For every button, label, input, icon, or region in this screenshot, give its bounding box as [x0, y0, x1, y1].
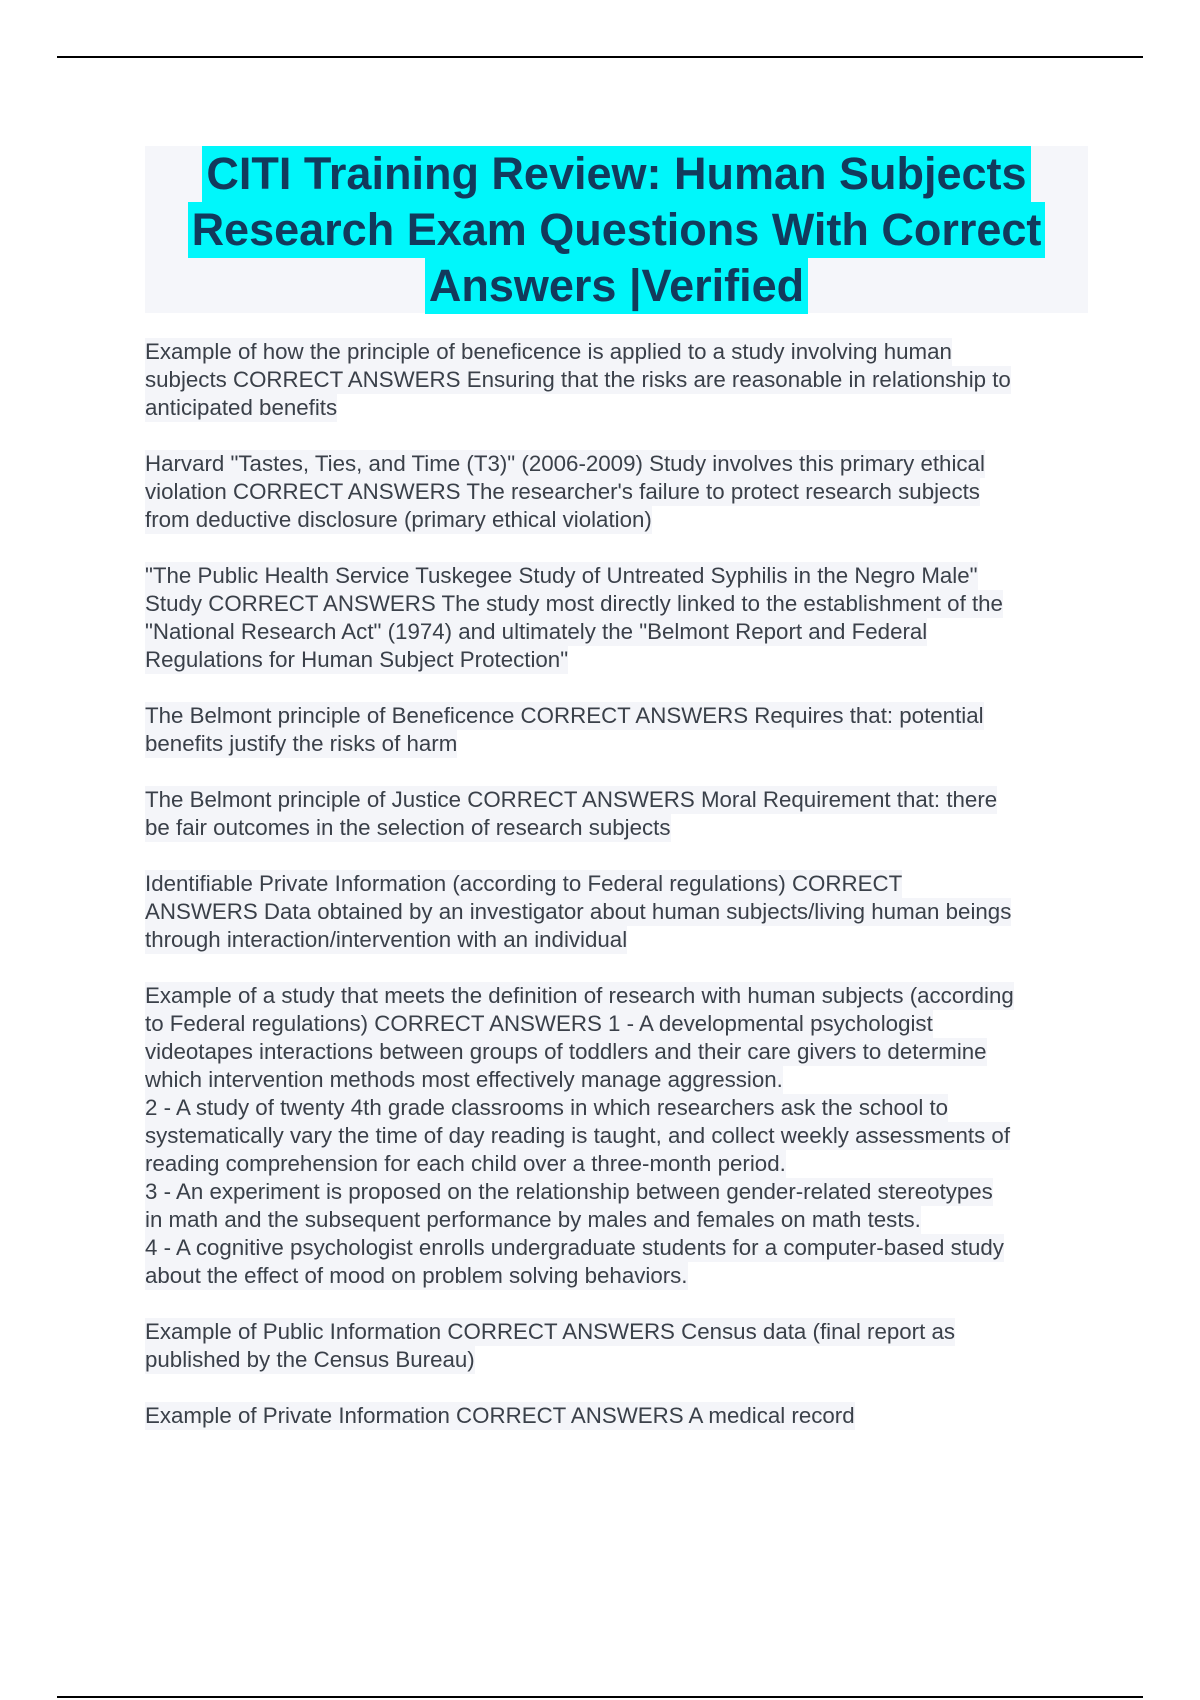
entry-line: Harvard "Tastes, Ties, and Time (T3)" (2006-2009) Study involves this primary ethical [145, 451, 985, 476]
entry-line: 3 - An experiment is proposed on the relationship between gender-related stereotypes [145, 1179, 993, 1204]
qa-entry-belmont-justice [145, 786, 1105, 842]
entry-line: which intervention methods most effectively manage aggression. [145, 1067, 783, 1092]
entry-line: be fair outcomes in the selection of research subjects [145, 815, 671, 840]
entry-line: videotapes interactions between groups of toddlers and their care givers to determine [145, 1039, 987, 1064]
entry-line: subjects CORRECT ANSWERS Ensuring that the risks are reasonable in relationship to [145, 367, 1011, 392]
title-line: Answers |Verified [425, 258, 808, 314]
top-divider [57, 56, 1143, 58]
entry-line: to Federal regulations) CORRECT ANSWERS 1 - A developmental psychologist [145, 1011, 933, 1036]
entry-line: about the effect of mood on problem solving behaviors. [145, 1263, 688, 1288]
entry-line: ANSWERS Data obtained by an investigator about human subjects/living human beings [145, 899, 1012, 924]
entry-line: The Belmont principle of Beneficence CORRECT ANSWERS Requires that: potential [145, 703, 984, 728]
entry-line: Regulations for Human Subject Protection" [145, 647, 569, 672]
qa-entry-public-information [145, 1318, 1105, 1374]
entry-line: anticipated benefits [145, 395, 338, 420]
qa-list [145, 338, 1105, 1458]
entry-line: systematically vary the time of day reading is taught, and collect weekly assessments of [145, 1123, 1011, 1148]
qa-entry-harvard-t3 [145, 450, 1105, 534]
qa-entry-tuskegee [145, 562, 1105, 674]
qa-entry-beneficence-example [145, 338, 1105, 422]
qa-entry-private-information [145, 1402, 1105, 1430]
qa-entry-belmont-beneficence [145, 702, 1105, 758]
entry-line: Example of a study that meets the definition of research with human subjects (according [145, 983, 1014, 1008]
entry-line: reading comprehension for each child over a three-month period. [145, 1151, 786, 1176]
entry-line: benefits justify the risks of harm [145, 731, 458, 756]
entry-line: The Belmont principle of Justice CORRECT ANSWERS Moral Requirement that: there [145, 787, 998, 812]
entry-line: Example of Public Information CORRECT ANSWERS Census data (final report as [145, 1319, 956, 1344]
entry-line: Example of how the principle of beneficence is applied to a study involving human [145, 339, 952, 364]
entry-line: Identifiable Private Information (according to Federal regulations) CORRECT [145, 871, 903, 896]
entry-line: in math and the subsequent performance by males and females on math tests. [145, 1207, 921, 1232]
entry-line: Study CORRECT ANSWERS The study most directly linked to the establishment of the [145, 591, 1003, 616]
entry-line: published by the Census Bureau) [145, 1347, 475, 1372]
entry-line: Example of Private Information CORRECT ANSWERS A medical record [145, 1403, 855, 1428]
entry-line: through interaction/intervention with an individual [145, 927, 628, 952]
title-line: CITI Training Review: Human Subjects [202, 146, 1030, 202]
entry-line: 4 - A cognitive psychologist enrolls undergraduate students for a computer-based study [145, 1235, 1004, 1260]
document-title [145, 146, 1088, 313]
qa-entry-human-subjects-research-example [145, 982, 1105, 1290]
entry-line: "The Public Health Service Tuskegee Study of Untreated Syphilis in the Negro Male" [145, 563, 978, 588]
entry-line: 2 - A study of twenty 4th grade classrooms in which researchers ask the school to [145, 1095, 949, 1120]
qa-entry-identifiable-private-information [145, 870, 1105, 954]
entry-line: "National Research Act" (1974) and ultimately the "Belmont Report and Federal [145, 619, 928, 644]
entry-line: from deductive disclosure (primary ethical violation) [145, 507, 652, 532]
title-line: Research Exam Questions With Correct [188, 202, 1046, 258]
entry-line: violation CORRECT ANSWERS The researcher's failure to protect research subjects [145, 479, 980, 504]
bottom-divider [57, 1696, 1143, 1698]
